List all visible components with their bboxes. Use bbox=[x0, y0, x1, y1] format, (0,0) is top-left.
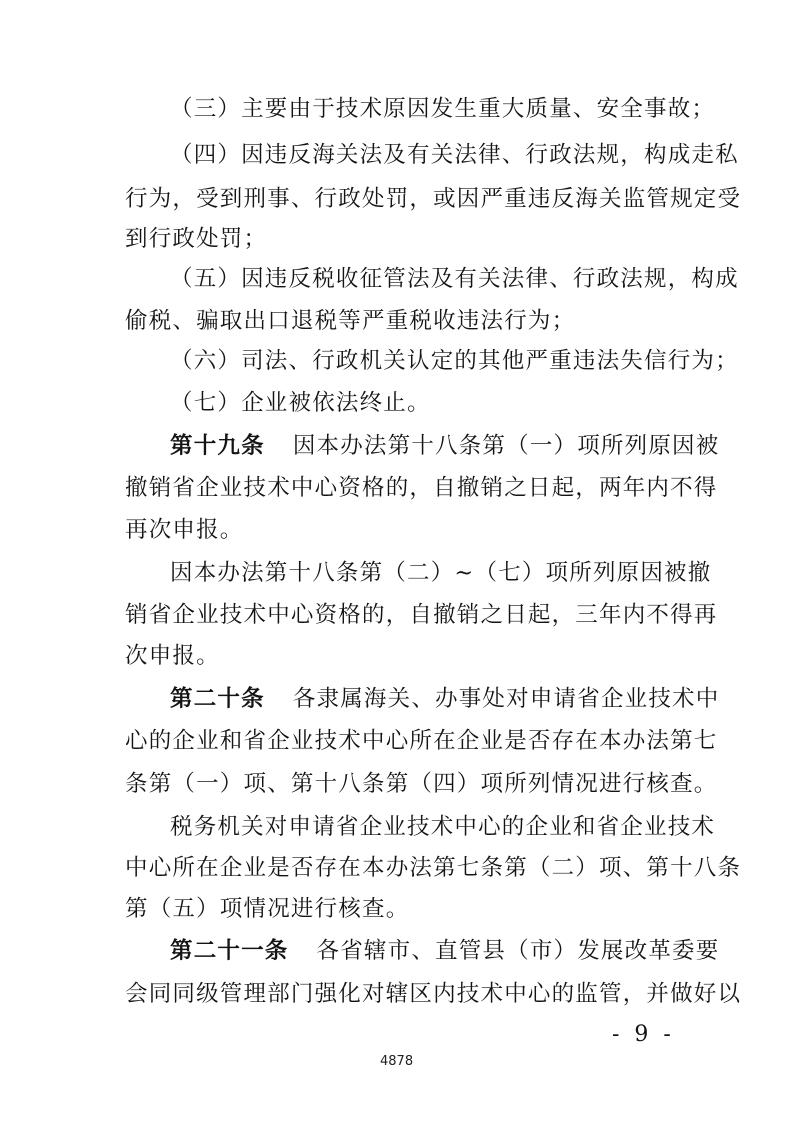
stamp-number: 4878 bbox=[380, 1054, 414, 1069]
text-line: （六）司法、行政机关认定的其他严重违法失信行为； bbox=[170, 348, 739, 374]
article-heading: 第十九条 bbox=[170, 433, 265, 459]
text-line: 中心所在企业是否存在本办法第七条第（二）项、第十八条 bbox=[125, 855, 742, 881]
text-line: 撤销省企业技术中心资格的，自撤销之日起，两年内不得 bbox=[125, 475, 718, 501]
text-line: 到行政处罚； bbox=[125, 226, 268, 252]
text-line: 因本办法第十八条第（二）~（七）项所列原因被撤 bbox=[170, 560, 712, 586]
text-line: 条第（一）项、第十八条第（四）项所列情况进行核查。 bbox=[125, 771, 718, 797]
article-text: 因本办法第十八条第（一）项所列原因被 bbox=[292, 433, 720, 459]
article-19-first-line bbox=[170, 430, 740, 462]
article-heading: 第二十条 bbox=[170, 686, 265, 712]
text-line: 次申报。 bbox=[125, 643, 220, 669]
text-line: （三）主要由于技术原因发生重大质量、安全事故； bbox=[170, 96, 716, 122]
article-text: 各省辖市、直管县（市）发展改革委要 bbox=[316, 938, 720, 964]
text-line: （七）企业被依法终止。 bbox=[170, 390, 431, 416]
text-line: 偷税、骗取出口退税等严重税收违法行为； bbox=[125, 308, 576, 334]
page-number: - 9 - bbox=[612, 1022, 675, 1047]
article-21-first-line bbox=[170, 935, 740, 967]
text-line: 心的企业和省企业技术中心所在企业是否存在本办法第七 bbox=[125, 728, 718, 754]
article-heading: 第二十一条 bbox=[170, 938, 289, 964]
text-line: 行为，受到刑事、行政处罚，或因严重违反海关监管规定受 bbox=[125, 186, 742, 212]
text-line: 再次申报。 bbox=[125, 517, 244, 543]
article-20-first-line bbox=[170, 683, 740, 715]
text-line: 税务机关对申请省企业技术中心的企业和省企业技术 bbox=[170, 814, 716, 840]
text-line: 第（五）项情况进行核查。 bbox=[125, 896, 410, 922]
text-line: （五）因违反税收征管法及有关法律、行政法规，构成 bbox=[170, 266, 739, 292]
article-text: 各隶属海关、办事处对申请省企业技术中 bbox=[292, 686, 720, 712]
text-line: 销省企业技术中心资格的，自撤销之日起，三年内不得再 bbox=[125, 602, 718, 628]
text-line: （四）因违反海关法及有关法律、行政法规，构成走私 bbox=[170, 142, 739, 168]
text-line: 会同同级管理部门强化对辖区内技术中心的监管，并做好以 bbox=[125, 981, 742, 1007]
